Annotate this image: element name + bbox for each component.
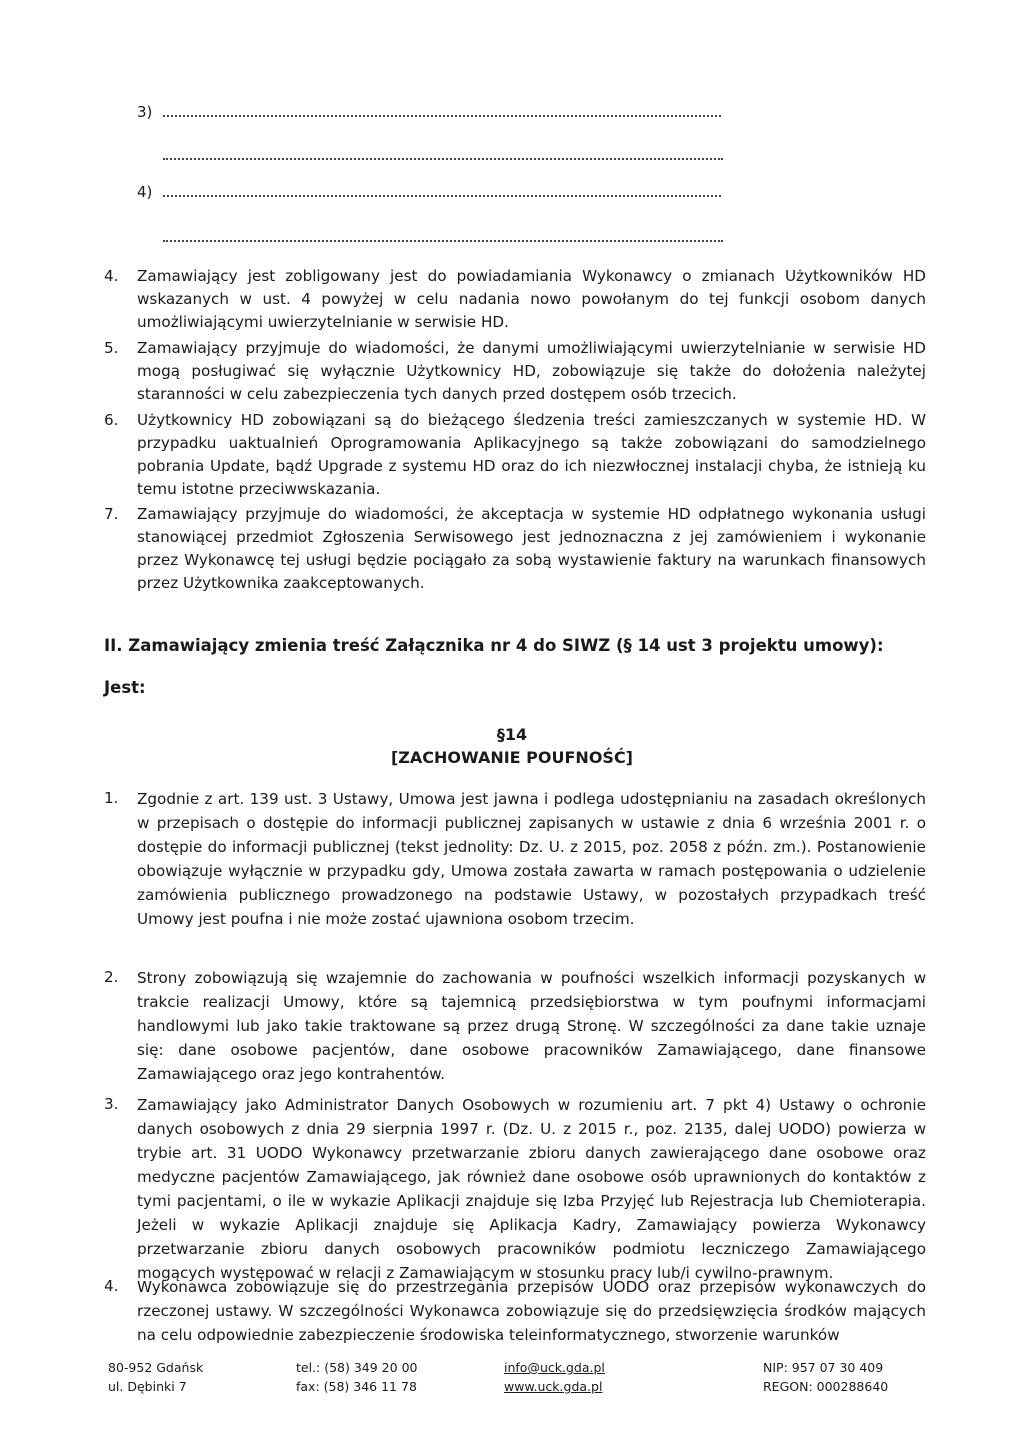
footer-nip: NIP: 957 07 30 409 bbox=[763, 1360, 884, 1375]
fill-in-dotted-line bbox=[163, 239, 723, 242]
fill-in-dotted-line bbox=[163, 157, 723, 160]
list-item bbox=[104, 966, 926, 1086]
list-item-number: 1. bbox=[104, 789, 119, 807]
list-item bbox=[104, 503, 926, 595]
list-item-text: Wykonawca zobowiązuje się do przestrzegania przepisów UODO oraz przepisów wykonawczych do rzeczonej ustawy. W szczególności Wykonawca zobowiązuje się do przedsięwzięcia środków mających na celu odpowiednie zabezpieczenie środowiska teleinformatycznego, stworzenie warunków bbox=[137, 1278, 926, 1344]
list-item-number: 4. bbox=[104, 1277, 119, 1295]
footer-phone bbox=[296, 1358, 417, 1396]
footer-tel: tel.: (58) 349 20 00 bbox=[296, 1360, 418, 1375]
footer-contact bbox=[504, 1358, 605, 1396]
fill-in-dotted-line bbox=[163, 194, 721, 197]
blank-item-3-continuation bbox=[163, 146, 723, 164]
blank-item-3 bbox=[137, 103, 721, 121]
list-item-text: Zamawiający jest zobligowany jest do powiadamiania Wykonawcy o zmianach Użytkowników HD wskazanych w ust. 4 powyżej w celu nadania nowo powołanym do tej funkcji osobom danych umożliwiającymi uwierzytelnianie w serwisie HD. bbox=[137, 267, 926, 331]
list-item bbox=[104, 265, 926, 334]
footer-email-link[interactable]: info@uck.gda.pl bbox=[504, 1360, 605, 1375]
list-item-number: 4. bbox=[104, 267, 119, 285]
list-item-text: Strony zobowiązują się wzajemnie do zachowania w poufności wszelkich informacji pozyskanych w trakcie realizacji Umowy, które są tajemnicą przedsiębiorstwa w tym poufnymi informacjami handlowymi lub jako takie traktowane są przez drugą Stronę. W szczególności za dane takie uznaje się: dane osobowe pacjentów, dane osobowe pracowników Zamawiającego, dane finansowe Zamawiającego oraz jego kontrahentów. bbox=[137, 969, 926, 1083]
list-item-number: 6. bbox=[104, 411, 119, 429]
list-item bbox=[104, 409, 926, 501]
list-item-number: 2. bbox=[104, 968, 119, 986]
footer-registry bbox=[763, 1358, 888, 1396]
list-item-number: 7. bbox=[104, 505, 119, 523]
footer-fax: fax: (58) 346 11 78 bbox=[296, 1379, 417, 1394]
blank-item-4-continuation bbox=[163, 228, 723, 246]
paragraph-title: [ZACHOWANIE POUFNOŚĆ] bbox=[390, 748, 633, 767]
list-item-number: 5. bbox=[104, 339, 119, 357]
footer-address-line: 80-952 Gdańsk bbox=[108, 1360, 204, 1375]
list-item-text: Zamawiający jako Administrator Danych Osobowych w rozumieniu art. 7 pkt 4) Ustawy o ochronie danych osobowych z dnia 29 sierpnia 1997 r. (Dz. U. z 2015 r., poz. 2135, dalej UODO) powierza w trybie art. 31 UODO Wykonawcy przetwarzanie zbioru danych zawierającego dane osobowe oraz medyczne pacjentów Zamawiającego, jak również dane osobowe osób uprawnionych do kontaktów z tymi pacjentami, o ile w wykazie Aplikacji znajduje się Izba Przyjęć lub Rejestracja lub Chemioterapia. Jeżeli w wykazie Aplikacji znajduje się Aplikacja Kadry, Zamawiający powierza Wykonawcy przetwarzanie zbioru danych osobowych pracowników podmiotu leczniczego Zamawiającego mogących występować w relacji z Zamawiającym w stosunku pracy lub/i cywilno-prawnym. bbox=[137, 1096, 926, 1282]
footer-address bbox=[108, 1358, 203, 1396]
blank-item-label: 3) bbox=[137, 103, 153, 121]
list-item bbox=[104, 1275, 926, 1347]
list-item bbox=[104, 1093, 926, 1285]
blank-item-label: 4) bbox=[137, 183, 153, 201]
list-item-text: Zamawiający przyjmuje do wiadomości, że danymi umożliwiającymi uwierzytelnianie w serwisie HD mogą posługiwać się wyłącznie Użytkownicy HD, zobowiązuje się także do dołożenia należytej staranności w celu zabezpieczenia tych danych przed dostępem osób trzecich. bbox=[137, 339, 926, 403]
blank-item-4 bbox=[137, 183, 721, 201]
footer-website-link[interactable]: www.uck.gda.pl bbox=[504, 1379, 603, 1394]
footer-address-line: ul. Dębinki 7 bbox=[108, 1379, 187, 1394]
list-item-text: Zamawiający przyjmuje do wiadomości, że akceptacja w systemie HD odpłatnego wykonania usługi stanowiącej przedmiot Zgłoszenia Serwisowego jest jednoznaczna z jej zamówieniem i wykonanie przez Wykonawcę tej usługi będzie pociągało za sobą wystawienie faktury na warunkach finansowych przez Użytkownika zaakceptowanych. bbox=[137, 505, 926, 592]
list-item bbox=[104, 787, 926, 931]
list-item bbox=[104, 337, 926, 406]
fill-in-dotted-line bbox=[163, 114, 721, 117]
footer-regon: REGON: 000288640 bbox=[763, 1379, 889, 1394]
jest-label: Jest: bbox=[104, 678, 146, 697]
paragraph-number: §14 bbox=[496, 725, 528, 744]
section-title: II. Zamawiający zmienia treść Załącznika nr 4 do SIWZ (§ 14 ust 3 projektu umowy): bbox=[104, 636, 884, 655]
list-item-text: Zgodnie z art. 139 ust. 3 Ustawy, Umowa jest jawna i podlega udostępnianiu na zasadach określonych w przepisach o dostępie do informacji publicznej zapisanych w ustawie z dnia 6 września 2001 r. o dostępie do informacji publicznej (tekst jednolity: Dz. U. z 2015, poz. 2058 z późn. zm.). Postanowienie obowiązuje wyłącznie w przypadku gdy, Umowa została zawarta w ramach postępowania o udzielenie zamówienia publicznego prowadzonego na podstawie Ustawy, w pozostałych przypadkach treść Umowy jest poufna i nie może zostać ujawniona osobom trzecim. bbox=[137, 790, 926, 928]
list-item-number: 3. bbox=[104, 1095, 119, 1113]
list-item-text: Użytkownicy HD zobowiązani są do bieżącego śledzenia treści zamieszczanych w systemie HD. W przypadku uaktualnień Oprogramowania Aplikacyjnego są także zobowiązani do samodzielnego pobrania Update, bądź Upgrade z systemu HD oraz do ich niezwłocznej instalacji chyba, że istnieją ku temu istotne przeciwwskazania. bbox=[137, 411, 926, 498]
